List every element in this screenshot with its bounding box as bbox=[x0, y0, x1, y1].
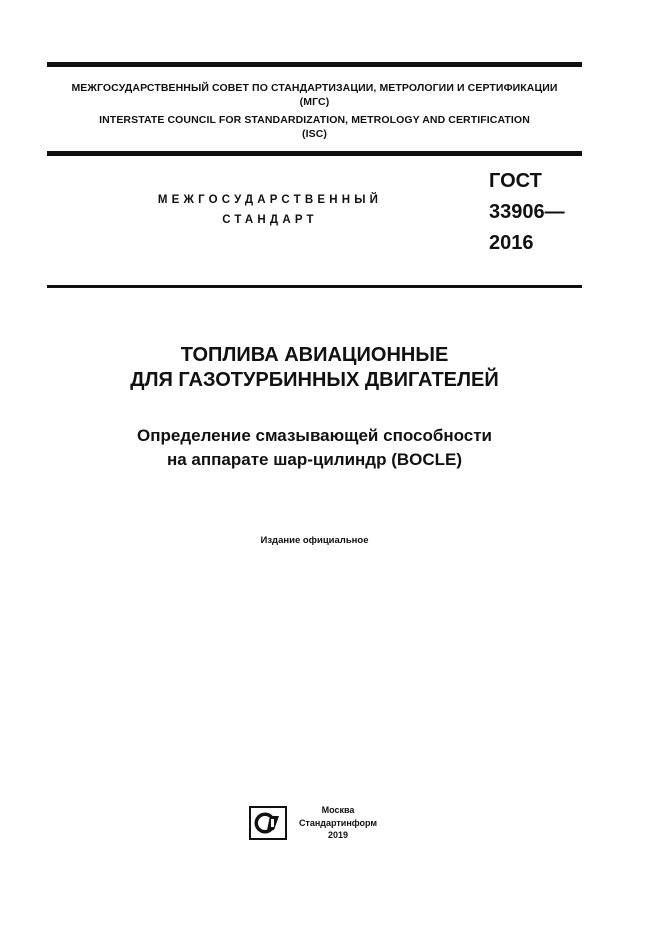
publisher-info bbox=[294, 804, 382, 842]
designation-number: 33906— bbox=[489, 201, 565, 223]
standard-type-line1: МЕЖГОСУДАРСТВЕННЫЙ bbox=[157, 194, 383, 206]
document-subtitle-line1: Определение смазывающей способности bbox=[137, 426, 492, 445]
council-abbr-en: (ISC) bbox=[302, 128, 327, 140]
document-title-line1: ТОПЛИВА АВИАЦИОННЫЕ bbox=[180, 344, 449, 366]
publisher-city: Москва bbox=[321, 805, 355, 815]
publisher-year: 2019 bbox=[327, 830, 349, 840]
document-subtitle-line2: на аппарате шар-цилиндр (BOCLE) bbox=[166, 450, 463, 469]
designation-prefix: ГОСТ bbox=[489, 170, 542, 192]
standartinform-logo-icon bbox=[249, 806, 287, 840]
header-bottom-rule bbox=[47, 151, 582, 156]
standard-type-line2: СТАНДАРТ bbox=[222, 214, 318, 226]
designation-year: 2016 bbox=[489, 232, 534, 254]
standard-designation bbox=[489, 166, 565, 259]
council-abbr-ru: (МГС) bbox=[299, 96, 330, 108]
designation-bottom-rule bbox=[47, 285, 582, 288]
publisher-name: Стандартинформ bbox=[298, 817, 378, 828]
council-name-ru: МЕЖГОСУДАРСТВЕННЫЙ СОВЕТ ПО СТАНДАРТИЗАЦИИ, МЕТРОЛОГИИ И СЕРТИФИКАЦИИ bbox=[71, 82, 558, 94]
top-rule bbox=[47, 62, 582, 67]
council-name-en: INTERSTATE COUNCIL FOR STANDARDIZATION, METROLOGY AND CERTIFICATION bbox=[99, 114, 530, 126]
edition-note: Издание официальное bbox=[260, 535, 369, 546]
document-title-line2: ДЛЯ ГАЗОТУРБИННЫХ ДВИГАТЕЛЕЙ bbox=[130, 369, 499, 391]
